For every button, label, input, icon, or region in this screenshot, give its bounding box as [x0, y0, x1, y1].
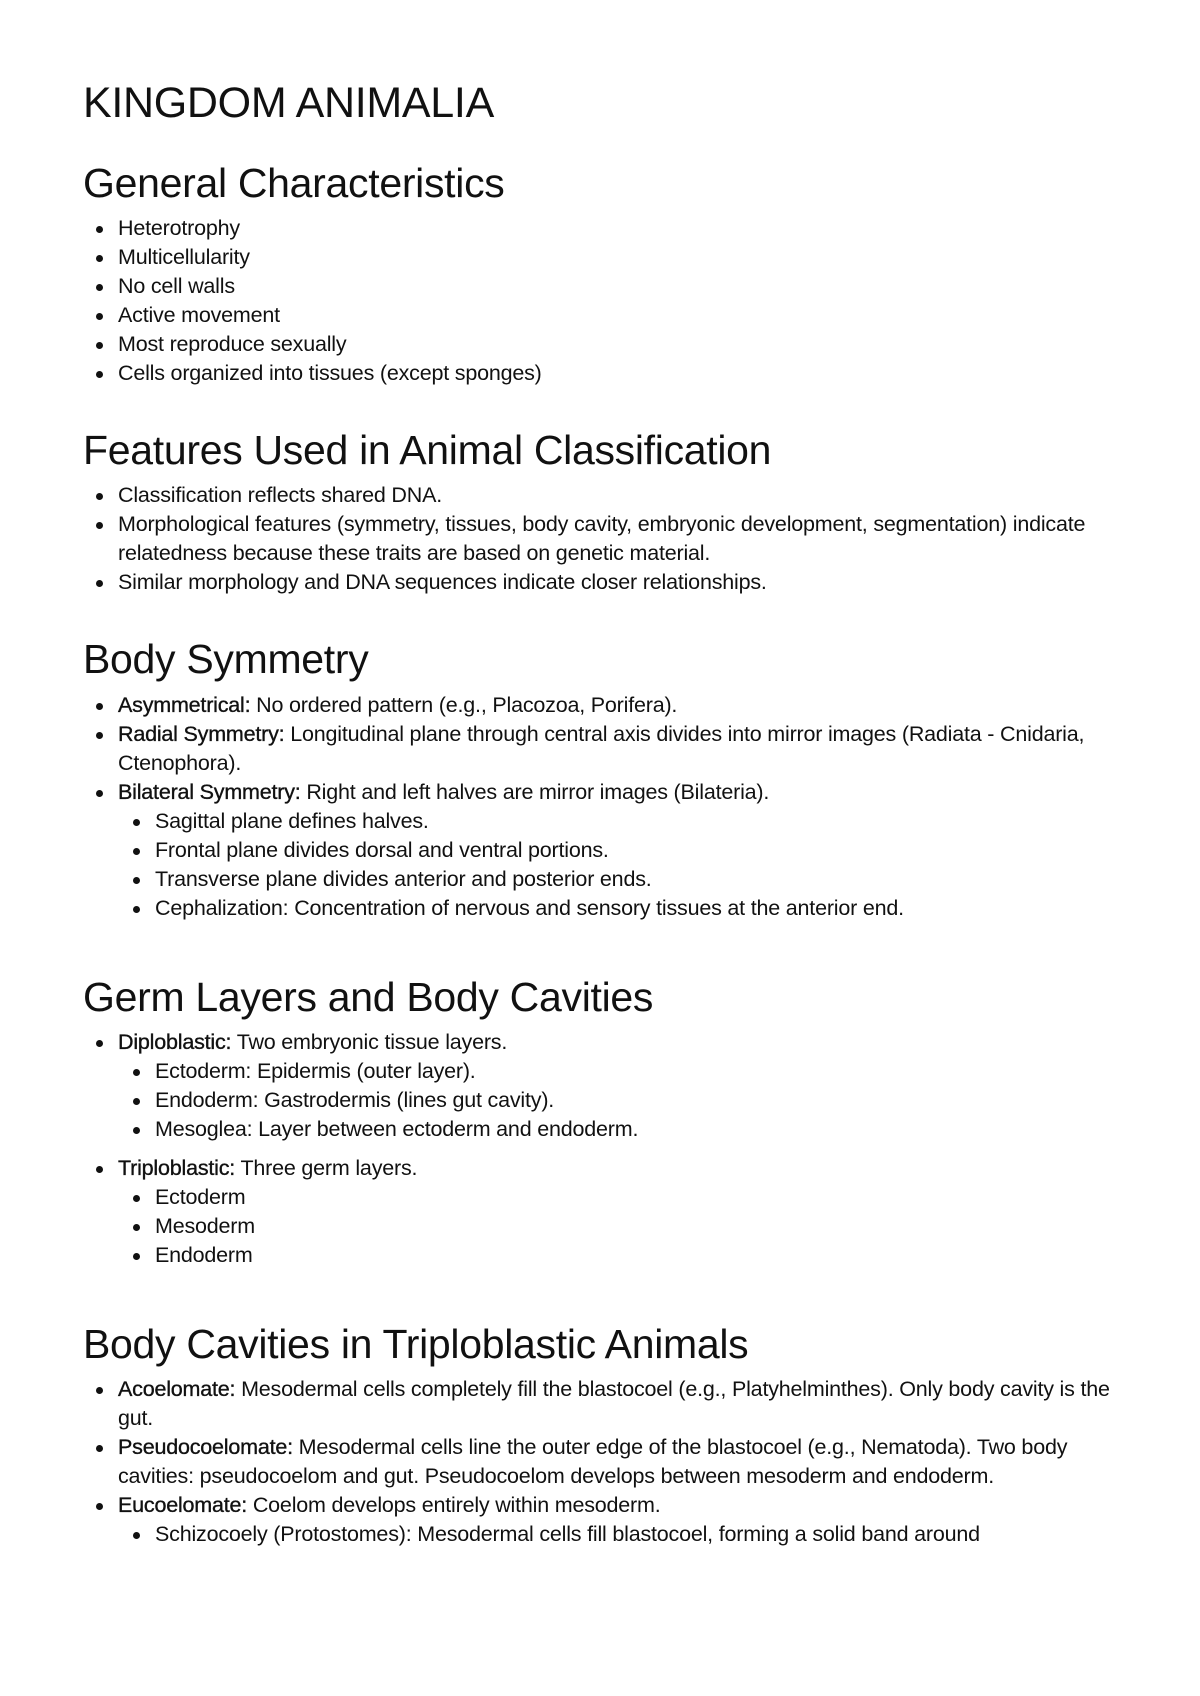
list-item: Classification reflects shared DNA.: [118, 481, 1120, 510]
list-item: [118, 778, 1120, 923]
list-item: [118, 720, 1120, 778]
bullet-list: [83, 1375, 1120, 1549]
sub-list-item: Ectoderm: Epidermis (outer layer).: [155, 1057, 1120, 1086]
sub-list-item: Mesoglea: Layer between ectoderm and endoderm.: [155, 1115, 1120, 1144]
sub-list-item: Endoderm: [155, 1241, 1120, 1270]
list-item: [118, 1154, 1120, 1270]
term-triploblastic: Triploblastic:: [118, 1155, 236, 1180]
term-radial-symmetry: Radial Symmetry:: [118, 721, 285, 746]
bullet-list: [83, 691, 1120, 923]
section-heading: Germ Layers and Body Cavities: [83, 973, 654, 1020]
sub-list-item: Schizocoely (Protostomes): Mesodermal cells fill blastocoel, forming a solid band around: [155, 1520, 1120, 1549]
term-acoelomate: Acoelomate:: [118, 1376, 236, 1401]
sub-bullet-list: [118, 807, 1120, 923]
term-description: Two embryonic tissue layers.: [231, 1029, 508, 1054]
section-heading: General Characteristics: [83, 160, 505, 207]
term-description: Coelom develops entirely within mesoderm.: [247, 1492, 661, 1517]
list-item: No cell walls: [118, 272, 1120, 301]
section-body-cavities: [83, 1322, 1120, 1549]
sub-bullet-list: [118, 1057, 1120, 1144]
section-heading: Body Symmetry: [83, 636, 369, 683]
term-description: Right and left halves are mirror images (Bilateria).: [300, 779, 770, 804]
list-item: Active movement: [118, 301, 1120, 330]
section-general-characteristics: [83, 161, 1120, 388]
sub-list-item: Endoderm: Gastrodermis (lines gut cavity).: [155, 1086, 1120, 1115]
bullet-list: [83, 1028, 1120, 1270]
term-pseudocoelomate: Pseudocoelomate:: [118, 1434, 293, 1459]
sub-bullet-list: [118, 1183, 1120, 1270]
term-description: Longitudinal plane through central axis divides into mirror images (Radiata - Cnidaria, Ctenophora).: [118, 721, 1085, 775]
list-item: Multicellularity: [118, 243, 1120, 272]
term-diploblastic: Diploblastic:: [118, 1029, 232, 1054]
list-item: [118, 1491, 1120, 1549]
sub-list-item: Sagittal plane defines halves.: [155, 807, 1120, 836]
page-title: KINGDOM ANIMALIA: [83, 79, 494, 127]
list-item: Most reproduce sexually: [118, 330, 1120, 359]
sub-list-item: Mesoderm: [155, 1212, 1120, 1241]
section-heading: Features Used in Animal Classification: [83, 427, 772, 474]
list-item: [118, 1375, 1120, 1433]
sub-list-item: Frontal plane divides dorsal and ventral portions.: [155, 836, 1120, 865]
bullet-list: [83, 214, 1120, 388]
term-asymmetrical: Asymmetrical:: [118, 692, 251, 717]
sub-list-item: Ectoderm: [155, 1183, 1120, 1212]
term-description: No ordered pattern (e.g., Placozoa, Porifera).: [250, 692, 678, 717]
term-bilateral-symmetry: Bilateral Symmetry:: [118, 779, 301, 804]
bullet-list: [83, 481, 1120, 597]
term-description: Mesodermal cells completely fill the blastocoel (e.g., Platyhelminthes). Only body cavity is the gut.: [118, 1376, 1110, 1430]
list-item: [118, 1028, 1120, 1144]
list-item: [118, 1433, 1120, 1491]
list-item: Similar morphology and DNA sequences indicate closer relationships.: [118, 568, 1120, 597]
section-body-symmetry: [83, 637, 1120, 922]
term-description: Three germ layers.: [235, 1155, 418, 1180]
section-classification-features: [83, 428, 1120, 597]
list-item: [118, 691, 1120, 720]
term-eucoelomate: Eucoelomate:: [118, 1492, 248, 1517]
list-item: Cells organized into tissues (except sponges): [118, 359, 1120, 388]
section-heading: Body Cavities in Triploblastic Animals: [83, 1320, 749, 1367]
term-description: Mesodermal cells line the outer edge of the blastocoel (e.g., Nematoda). Two body cavities: pseudocoelom and gut. Pseudocoelom develops between mesoderm and endoderm.: [118, 1434, 1068, 1488]
sub-list-item: Cephalization: Concentration of nervous and sensory tissues at the anterior end.: [155, 894, 1120, 923]
sub-list-item: Transverse plane divides anterior and posterior ends.: [155, 865, 1120, 894]
sub-bullet-list: [118, 1520, 1120, 1549]
section-germ-layers: [83, 975, 1120, 1270]
list-item: Morphological features (symmetry, tissues, body cavity, embryonic development, segmentation) indicate relatedness because these traits are based on genetic material.: [118, 510, 1120, 568]
list-item: Heterotrophy: [118, 214, 1120, 243]
